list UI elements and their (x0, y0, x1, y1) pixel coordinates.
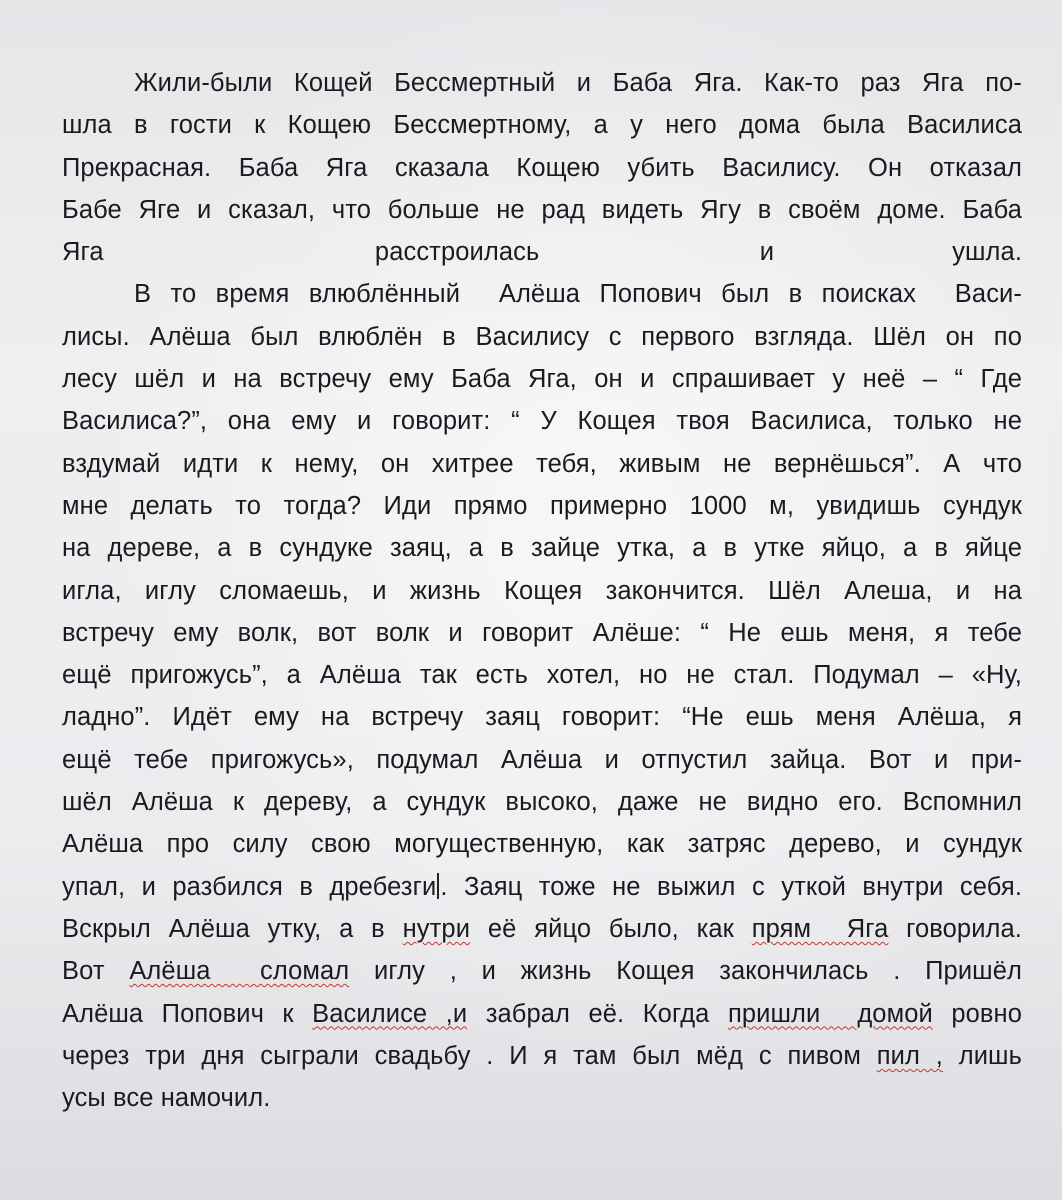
text-line (62, 908, 1022, 950)
misspelled-word[interactable]: прям Яга (751, 914, 889, 943)
text-segment: упал, и разбился в дребезги (62, 872, 437, 901)
paragraph-2 (62, 273, 1022, 1119)
text-segment: . Заяц тоже не выжил с уткой внутри себя. (440, 872, 1023, 901)
text-line-with-cursor[interactable] (62, 866, 1022, 908)
misspelled-word[interactable]: Алёша сломал (129, 957, 350, 986)
text-segment: иглу , и жизнь Кощея закончилась . Пришёл (349, 957, 1022, 986)
text-line: В то время влюблённый Алёша Попович был в поисках Васи- (134, 280, 1022, 309)
text-segment: лишь (942, 1041, 1022, 1070)
text-segment: через три дня сыграли свадьбу . И я там был мёд с пивом (62, 1041, 877, 1070)
text-segment: ровно (932, 999, 1022, 1028)
text-line (62, 1035, 1022, 1077)
text-line: Алёша про силу свою могущественную, как затряс дерево, и сундук (62, 830, 1022, 859)
text-segment: её яйцо было, как (470, 914, 752, 943)
text-line: мне делать то тогда? Иди прямо примерно 1000 м, увидишь сундук (62, 491, 1022, 520)
text-line: ещё тебе пригожусь», подумал Алёша и отпустил зайца. Вот и при- (62, 745, 1022, 774)
text-segment: Вскрыл Алёша утку, а в (62, 914, 403, 943)
text-line: Василиса?”, она ему и говорит: “ У Кощея твоя Василиса, только не (62, 407, 1022, 436)
text-line: ладно”. Идёт ему на встречу заяц говорит: “Не ешь меня Алёша, я (62, 703, 1022, 732)
text-line: лесу шёл и на встречу ему Баба Яга, он и спрашивает у неё – “ Где (62, 365, 1022, 394)
text-line: ещё пригожусь”, а Алёша так есть хотел, но не стал. Подумал – «Ну, (62, 661, 1022, 690)
misspelled-word[interactable]: пил , (876, 1041, 943, 1070)
text-line: усы все намочил. (62, 1084, 271, 1113)
text-line (62, 950, 1022, 992)
text-line: игла, иглу сломаешь, и жизнь Кощея закончится. Шёл Алеша, и на (62, 576, 1022, 605)
text-segment: Алёша Попович к (62, 999, 313, 1028)
text-line (62, 993, 1022, 1035)
text-line: вздумай идти к нему, он хитрее тебя, живым не вернёшься”. А что (62, 449, 1022, 478)
document-body (62, 62, 1022, 1119)
text-segment: говорила. (888, 914, 1022, 943)
text-line: Бабе Яге и сказал, что больше не рад видеть Ягу в своём доме. Баба (62, 195, 1022, 224)
text-segment: Вот (62, 957, 130, 986)
text-line: Яга расстроилась и ушла. (62, 238, 1022, 267)
text-segment: забрал её. Когда (467, 999, 728, 1028)
text-line: Жили-были Кощей Бессмертный и Баба Яга. Как-то раз Яга по- (134, 69, 1022, 97)
text-line: на дереве, а в сундуке заяц, а в зайце утка, а в утке яйцо, а в яйце (62, 534, 1022, 563)
misspelled-word[interactable]: пришли домой (727, 999, 933, 1028)
misspelled-word[interactable]: Василисе ,и (312, 999, 468, 1028)
paragraph-1 (62, 62, 1022, 273)
text-line: шла в гости к Кощею Бессмертному, а у него дома была Василиса (62, 111, 1022, 140)
text-line: Прекрасная. Баба Яга сказала Кощею убить Василису. Он отказал (62, 153, 1022, 182)
text-line: шёл Алёша к дереву, а сундук высоко, даже не видно его. Вспомнил (62, 788, 1022, 817)
misspelled-word[interactable]: нутри (402, 914, 471, 943)
text-line: встречу ему волк, вот волк и говорит Алёше: “ Не ешь меня, я тебе (62, 618, 1022, 647)
text-line: лисы. Алёша был влюблён в Василису с первого взгляда. Шёл он по (62, 322, 1022, 351)
